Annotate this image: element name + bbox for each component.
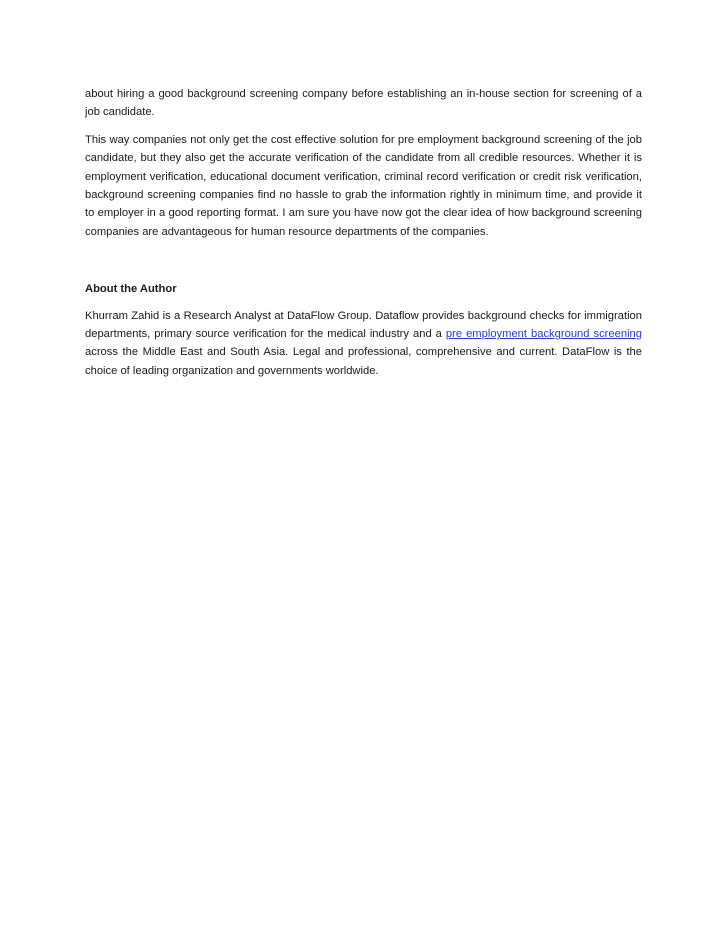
document-page [85,85,642,389]
author-text-after: across the Middle East and South Asia. Legal and professional, comprehensive and current. DataFlow is the choice of leading organization and governments worldwide. [85,346,642,377]
section-spacer [85,250,642,280]
author-paragraph [85,307,642,381]
paragraph-intro: about hiring a good background screening company before establishing an in-house section for screening of a job candidate. [85,88,642,119]
author-text-before: Khurram Zahid is a Research Analyst at DataFlow Group. Dataflow provides background checks for immigration departments, primary source verification for the medical industry and a [85,309,642,341]
pre-employment-screening-link[interactable]: pre employment background screening [445,328,642,341]
author-heading: About the Author [85,283,177,296]
paragraph-body: This way companies not only get the cost effective solution for pre employment background screening of the job candidate, but they also get the accurate verification of the candidate from all credible resources. Whether it is employment verification, educational document verification, criminal record verification or credit risk verification, background screening companies find no hassle to grab the information rightly in minimum time, and provide it to employer in a good reporting format. I am sure you have now got the clear idea of how background screening companies are advantageous for human resource departments of the companies. [85,133,642,238]
